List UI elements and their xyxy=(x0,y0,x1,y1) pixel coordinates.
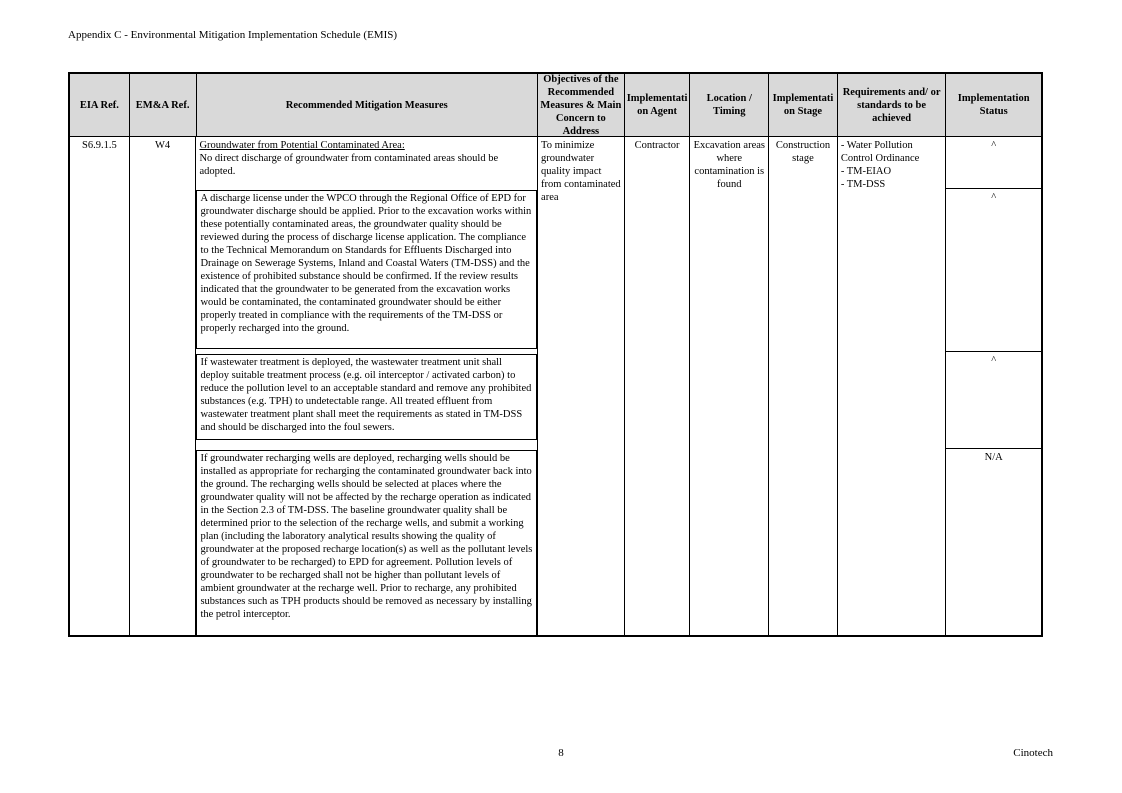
column-header-status: Implementation Status xyxy=(957,93,1030,117)
cell-agent: Contractor xyxy=(625,137,691,637)
measure-intro-text: No direct discharge of groundwater from contaminated areas should be adopted. xyxy=(199,153,499,177)
column-header-ema-ref: EM&A Ref. xyxy=(130,74,197,136)
column-header-agent: Implementation Agent xyxy=(625,74,691,136)
cell-stage: Construction stage xyxy=(769,137,838,637)
column-header-objectives: Objectives of the Recommended Measures & Main Concern to Address xyxy=(538,74,625,136)
measure-paragraph-wastewater-treatment: If wastewater treatment is deployed, the wastewater treatment unit shall deploy suitable treatment process (e.g. oil interceptor / activated carbon) to reduce the pollution level to an acceptable standard and remove any prohibited substances (e.g. TPH) to undetectable range. All treated effluent from wastewater treatment plant shall meet the requirements as stated in TM-DSS and should be discharged into the foul sewers. xyxy=(196,354,537,440)
cell-status xyxy=(946,137,1041,637)
column-header-eia-ref: EIA Ref. xyxy=(70,74,130,136)
status-cell: ^ xyxy=(946,137,1041,189)
measure-paragraph-discharge-license: A discharge license under the WPCO through the Regional Office of EPD for groundwater discharge should be applied. Prior to the excavation works within these potentially contaminated areas, the groundwater quality should be reviewed during the process of discharge license application. The compliance to the Technical Memorandum on Standards for Effluents Discharged into Drainage on Sewerage Systems, Inland and Coastal Waters (TM-DSS) and the existence of prohibited substance should be confirmed. If the review results indicated that the groundwater to be generated from the excavation works would be contaminated, the contaminated groundwater should be either properly treated in compliance with the requirements of the TM-DSS or properly recharged into the ground. xyxy=(196,190,537,349)
status-cell: ^ xyxy=(946,189,1041,352)
table-body-row xyxy=(70,137,1041,637)
emis-table xyxy=(68,72,1043,637)
column-header-location-timing: Location / Timing xyxy=(690,74,769,136)
table-header-row xyxy=(70,74,1041,137)
column-header-stage: Implementation Stage xyxy=(769,74,838,136)
requirement-item: - TM-EIAO xyxy=(840,166,892,177)
measure-heading: Groundwater from Potential Contaminated Area: xyxy=(199,140,405,151)
requirement-item: - TM-DSS xyxy=(840,179,886,190)
cell-eia-ref: S6.9.1.5 xyxy=(70,137,130,637)
column-header-measures: Recommended Mitigation Measures xyxy=(197,74,539,136)
measure-paragraph-recharging-wells: If groundwater recharging wells are deployed, recharging wells should be installed as appropriate for recharging the contaminated groundwater back into the ground. The recharging wells should be selected at places where the groundwater quality will not be affected by the recharge operation as indicated in the Section 2.3 of TM-DSS. The baseline groundwater quality shall be determined prior to the selection of the recharge wells, and submit a working plan (including the laboratory analytical results showing the quality of groundwater at the proposed recharge location(s) as well as the pollutant levels of groundwater to be recharged) to EPD for agreement. Pollution levels of groundwater to be recharged shall not be higher than pollutant levels of ambient groundwater at the recharge well. Prior to recharge, any prohibited substances such as TPH products should be removed as necessary by installing the petrol interceptor. xyxy=(196,450,537,637)
requirement-item: - Water Pollution Control Ordinance xyxy=(840,140,920,164)
status-cell: ^ xyxy=(946,352,1041,449)
cell-location-timing: Excavation areas where contamination is found xyxy=(690,137,769,637)
column-header-requirements: Requirements and/ or standards to be achieved xyxy=(838,74,947,136)
status-cell: N/A xyxy=(984,452,1003,463)
page-number: 8 xyxy=(558,747,564,759)
cell-requirements xyxy=(838,137,947,637)
cell-measures xyxy=(196,137,538,637)
company-name: Cinotech xyxy=(1013,747,1053,759)
cell-ema-ref: W4 xyxy=(130,137,197,637)
appendix-title: Appendix C - Environmental Mitigation Implementation Schedule (EMIS) xyxy=(68,29,398,41)
measure-intro-block xyxy=(196,137,537,190)
cell-objective: To minimize groundwater quality impact from contaminated area xyxy=(538,137,625,637)
